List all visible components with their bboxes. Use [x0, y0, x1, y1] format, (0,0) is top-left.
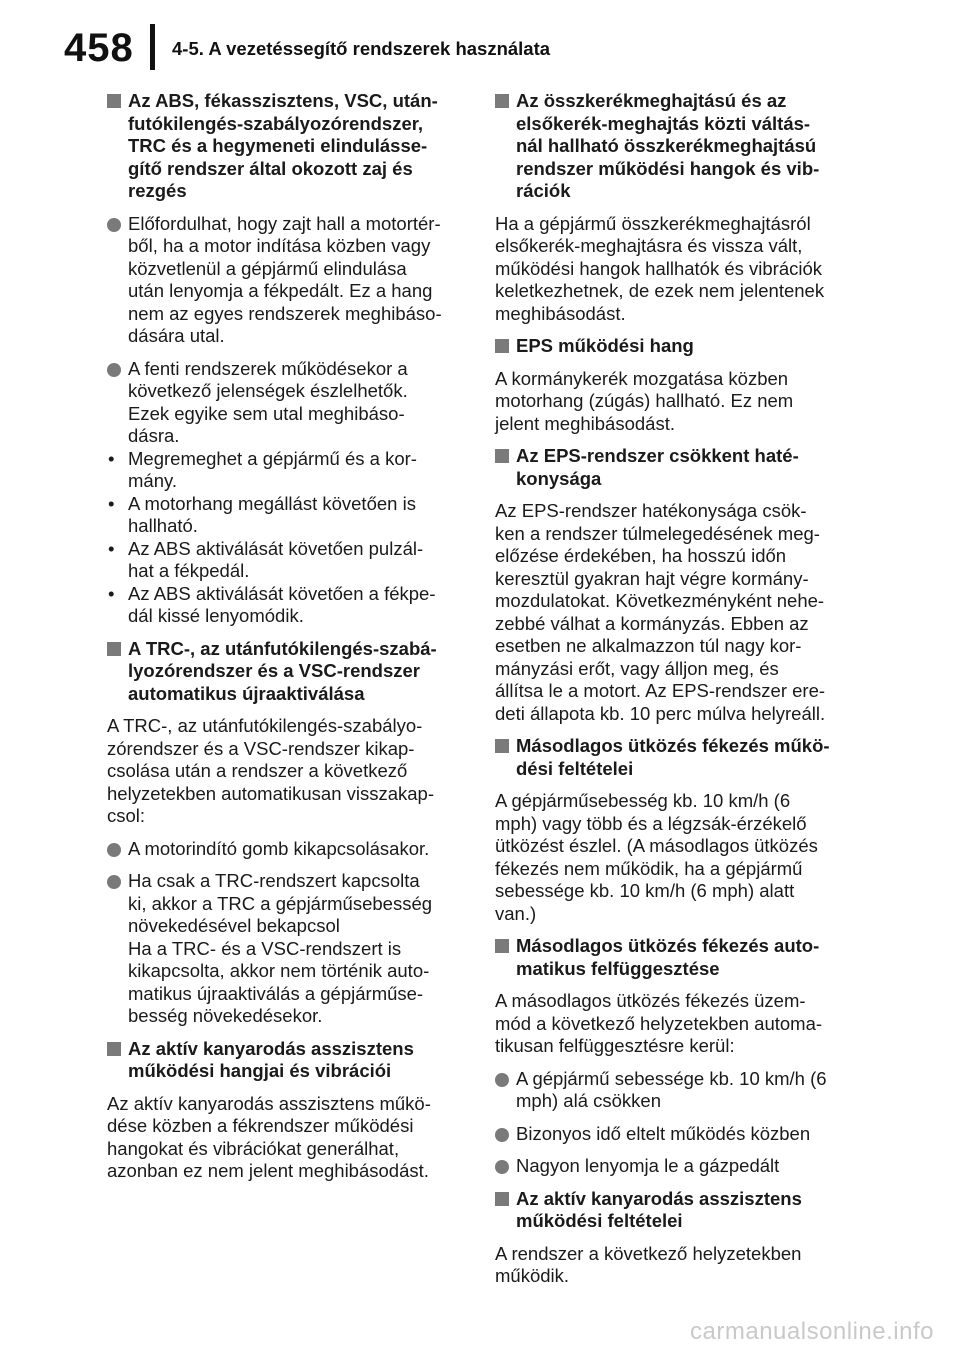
round-bullet-icon [495, 1128, 509, 1142]
round-bullet-icon [107, 875, 121, 889]
section-heading: A TRC-, az utánfutókilengés-szabá- lyozórendszer és a VSC-rendszer automatikus újraaktiválása [107, 638, 465, 706]
round-bullet-icon [495, 1073, 509, 1087]
section-heading: Másodlagos ütközés fékezés auto- matikus felfüggesztése [495, 935, 853, 980]
left-column [107, 90, 465, 1193]
section-heading: Az EPS-rendszer csökkent haté- konysága [495, 445, 853, 490]
sub-list-item: • Az ABS aktiválását követően pulzál- hat a fékpedál. [108, 537, 424, 581]
paragraph: A kormánykerék mozgatása közben motorhang (zúgás) hallható. Ez nem jelent meghibásodást. [495, 367, 794, 434]
section-heading: Másodlagos ütközés fékezés műkö- dési feltételei [495, 735, 853, 780]
right-column [495, 90, 853, 1298]
page-number: 458 [64, 26, 134, 70]
section-heading: Az ABS, fékasszisztens, VSC, után- futókilengés-szabályozórendszer, TRC és a hegymeneti elindulásse- gítő rendszer által okozott zaj és rezgés [107, 90, 465, 203]
square-bullet-icon [495, 1192, 509, 1206]
bullet-item: A motorindító gomb kikapcsolásakor. [107, 838, 465, 861]
square-bullet-icon [495, 739, 509, 753]
sub-list-item: • A motorhang megállást követően is hallható. [108, 492, 416, 536]
sub-list-item: • Az ABS aktiválását követően a fékpe- dál kissé lenyomódik. [108, 582, 436, 626]
paragraph: Az aktív kanyarodás asszisztens műkö- dése közben a fékrendszer működési hangokat és vibrációkat generálhat, azonban ez nem jelent meghibásodást. [107, 1092, 431, 1181]
paragraph: A gépjárműsebesség kb. 10 km/h (6 mph) vagy több és a légzsák-érzékelő ütközést észlel. (A másodlagos ütközés fékezés nem működik, ha a gépjármű sebessége kb. 10 km/h (6 mph) alatt van.) [495, 790, 818, 924]
section-heading: Az aktív kanyarodás asszisztens működési hangjai és vibrációi [107, 1038, 465, 1083]
paragraph: Az EPS-rendszer hatékonysága csök- ken a rendszer túlmelegedésének meg- előzése érdekében, ha hosszú időn keresztül gyakran hajt végre kormány- mozdulatokat. Következményként nehe- zebbé válhat a kormányzás. Ebben az esetben ne alkalmazzon túl nagy kor- mányzási erőt, vagy álljon meg, és állítsa le a motort. Az EPS-rendszer ere- deti állapota kb. 10 perc múlva helyreáll. [495, 500, 826, 724]
round-bullet-icon [107, 843, 121, 857]
small-bullet-icon: • [108, 492, 115, 514]
small-bullet-icon: • [108, 537, 115, 559]
small-bullet-icon: • [108, 447, 115, 469]
square-bullet-icon [107, 1042, 121, 1056]
bullet-item: A fenti rendszerek működésekor a következő jelenségek észlelhetők. Ezek egyike sem utal meghibáso- dásra. [107, 358, 465, 448]
round-bullet-icon [495, 1160, 509, 1174]
round-bullet-icon [107, 363, 121, 377]
paragraph: A rendszer a következő helyzetekben működik. [495, 1242, 802, 1286]
bullet-item: Előfordulhat, hogy zajt hall a motortér- ből, ha a motor indítása közben vagy közvetlenül a gépjármű elindulása után lenyomja a fékpedált. Ez a hang nem az egyes rendszerek meghibáso- dására utal. [107, 213, 465, 348]
square-bullet-icon [495, 94, 509, 108]
bullet-item: Nagyon lenyomja le a gázpedált [495, 1155, 853, 1178]
section-heading: Az összkerékmeghajtású és az elsőkerék-meghajtás közti váltás- nál hallható összkerékmeghajtású rendszer működési hangok és vib- rációk [495, 90, 853, 203]
bullet-item: A gépjármű sebessége kb. 10 km/h (6 mph) alá csökken [495, 1068, 853, 1113]
round-bullet-icon [107, 218, 121, 232]
chapter-title: 4-5. A vezetéssegítő rendszerek használata [172, 38, 551, 59]
bullet-item: Ha csak a TRC-rendszert kapcsolta ki, akkor a TRC a gépjárműsebesség növekedésével bekapcsol Ha a TRC- és a VSC-rendszert is kikapcsolta, akkor nem történik auto- matikus újraaktiválás a gépjárműse- besség növekedésekor. [107, 870, 465, 1028]
square-bullet-icon [107, 642, 121, 656]
paragraph: A másodlagos ütközés fékezés üzem- mód a következő helyzetekben automa- tikusan felfüggesztésre kerül: [495, 990, 823, 1056]
sub-list [107, 448, 465, 628]
square-bullet-icon [495, 939, 509, 953]
small-bullet-icon: • [108, 582, 115, 604]
paragraph: Ha a gépjármű összkerékmeghajtásról elsőkerék-meghajtásra és vissza vált, működési hangok hallhatók és vibrációk keletkezhetnek, de ezek nem jelentenek meghibásodást. [495, 212, 825, 324]
section-heading: Az aktív kanyarodás asszisztens működési feltételei [495, 1188, 853, 1233]
sub-list-item: • Megremeghet a gépjármű és a kor- mány. [108, 447, 417, 491]
watermark: carmanualsonline.info [690, 1318, 934, 1345]
square-bullet-icon [107, 94, 121, 108]
square-bullet-icon [495, 339, 509, 353]
square-bullet-icon [495, 449, 509, 463]
paragraph: A TRC-, az utánfutókilengés-szabályo- zórendszer és a VSC-rendszer kikap- csolása után a rendszer a következő helyzetekben automatikusan visszakap- csol: [107, 715, 435, 826]
section-heading: EPS működési hang [495, 335, 853, 358]
bullet-item: Bizonyos idő eltelt működés közben [495, 1123, 853, 1146]
header-divider [150, 24, 155, 70]
